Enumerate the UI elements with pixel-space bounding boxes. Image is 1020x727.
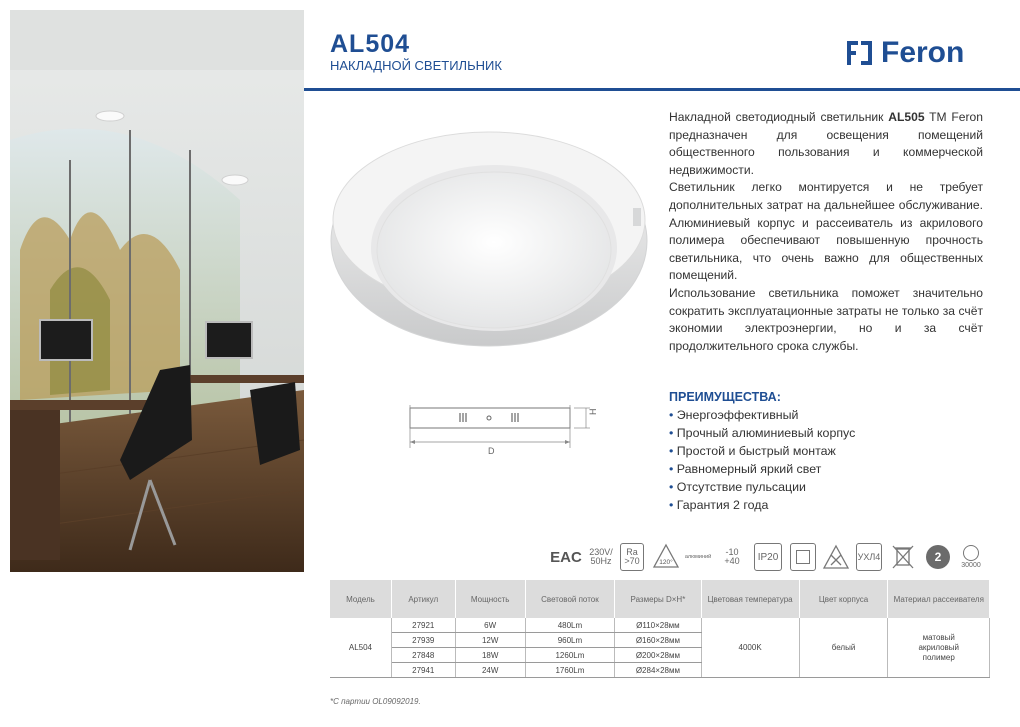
lifetime-hours: 30000 — [961, 561, 981, 569]
table-row — [330, 618, 990, 633]
triangle-shape — [822, 543, 850, 571]
warranty-years: 2 — [926, 545, 950, 569]
cri-line-1: Ra — [626, 547, 638, 557]
description-paragraph-2: Светильник легко монтируется и не требует дополнительных затрат на дальнейшее обслуживание. Алюминиевый корпус и рассеиватель из акрилового полимера обеспечивают повышенную прочность светильника, что очень важно для общественных помещений. — [669, 180, 983, 283]
feature-icons-row — [552, 543, 988, 575]
advantages-title: ПРЕИМУЩЕСТВА: — [669, 390, 781, 404]
description-text: Накладной светодиодный светильник — [669, 110, 889, 124]
lifetime-icon — [956, 543, 986, 571]
eac-mark-icon: EAC — [550, 548, 582, 566]
feron-logo — [845, 36, 964, 70]
body-color-cell: белый — [799, 618, 888, 678]
temp-line-1: -10 — [725, 547, 739, 557]
flammable-surface-icon — [822, 543, 850, 571]
product-description — [669, 109, 983, 355]
voltage-icon — [588, 543, 614, 571]
size-cell: Ø200×28мм — [615, 648, 701, 663]
crossed-bin-shape — [891, 543, 915, 571]
column-header: Материал рассеивателя — [888, 580, 990, 618]
office-interior-photo — [10, 10, 304, 572]
diffuser-cell: матовый акриловый полимер — [888, 618, 990, 678]
description-text: TM Feron предназначен для освещения помещений общественного пользования и коммерческой недвижимости. — [669, 110, 984, 177]
description-paragraph-1 — [669, 109, 983, 179]
size-cell: Ø284×28мм — [615, 663, 701, 678]
cri-icon — [620, 543, 644, 571]
article-cell: 27848 — [391, 648, 455, 663]
size-cell: Ø160×28мм — [615, 633, 701, 648]
column-header: Размеры D×H* — [615, 580, 701, 618]
flux-cell: 1260Lm — [525, 648, 615, 663]
power-cell: 18W — [455, 648, 525, 663]
article-cell: 27939 — [391, 633, 455, 648]
cri-line-2: >70 — [624, 556, 640, 566]
diameter-label: D — [488, 446, 495, 456]
column-header: Мощность — [455, 580, 525, 618]
flux-cell: 1760Lm — [525, 663, 615, 678]
clock-icon — [963, 545, 979, 561]
feron-logo-mark-icon — [845, 38, 875, 68]
flux-cell: 480Lm — [525, 618, 615, 633]
insulation-class-icon — [790, 543, 816, 571]
beam-angle-icon — [652, 543, 680, 571]
operating-temperature-icon — [718, 543, 746, 571]
power-cell: 24W — [455, 663, 525, 678]
dimension-drawing — [400, 400, 600, 456]
column-header: Цвет корпуса — [799, 580, 888, 618]
article-cell: 27941 — [391, 663, 455, 678]
table-header-row — [330, 580, 990, 618]
model-cell: AL504 — [330, 618, 391, 678]
advantage-item: • Прочный алюминиевый корпус — [669, 424, 855, 442]
advantages-list — [669, 406, 855, 514]
height-label: H — [588, 408, 598, 415]
description-paragraph-3: Использование светильника поможет значительно сократить эксплуатационные затраты не только за счёт экономии электроэнергии, но и за счёт продолжительного срока службы. — [669, 285, 983, 353]
luminaire-product-image — [318, 118, 658, 358]
advantage-item: • Энергоэффективный — [669, 406, 855, 424]
column-header: Световой поток — [525, 580, 615, 618]
column-header: Цветовая температура — [701, 580, 799, 618]
beam-angle-shape — [652, 543, 680, 571]
description-model: AL505 — [888, 110, 925, 124]
brand-name: Feron — [881, 36, 965, 69]
climate-class-icon: УХЛ4 — [856, 543, 882, 571]
product-subtitle: НАКЛАДНОЙ СВЕТИЛЬНИК — [330, 58, 502, 73]
aluminium-body-icon: алюминий — [684, 553, 712, 560]
advantage-item: • Отсутствие пульсации — [669, 478, 855, 496]
column-header: Модель — [330, 580, 391, 618]
header-divider — [304, 88, 1020, 91]
beam-angle-text: 120° — [659, 559, 673, 566]
advantage-item: • Простой и быстрый монтаж — [669, 442, 855, 460]
voltage-line-1: 230V/ — [589, 547, 613, 557]
power-cell: 12W — [455, 633, 525, 648]
power-cell: 6W — [455, 618, 525, 633]
footnote: *С партии OL09092019. — [330, 697, 421, 706]
article-cell: 27921 — [391, 618, 455, 633]
no-bin-icon — [890, 543, 916, 571]
product-model-title: AL504 — [330, 30, 411, 58]
column-header: Артикул — [391, 580, 455, 618]
class-square-shape — [796, 550, 810, 564]
advantage-item: • Равномерный яркий свет — [669, 460, 855, 478]
specifications-table — [330, 580, 990, 678]
color-temp-cell: 4000K — [701, 618, 799, 678]
ip-rating-icon: IP20 — [754, 543, 782, 571]
temp-line-2: +40 — [724, 556, 740, 566]
warranty-icon — [924, 543, 952, 571]
voltage-line-2: 50Hz — [590, 556, 612, 566]
size-cell: Ø110×28мм — [615, 618, 701, 633]
flux-cell: 960Lm — [525, 633, 615, 648]
advantage-item: • Гарантия 2 года — [669, 496, 855, 514]
